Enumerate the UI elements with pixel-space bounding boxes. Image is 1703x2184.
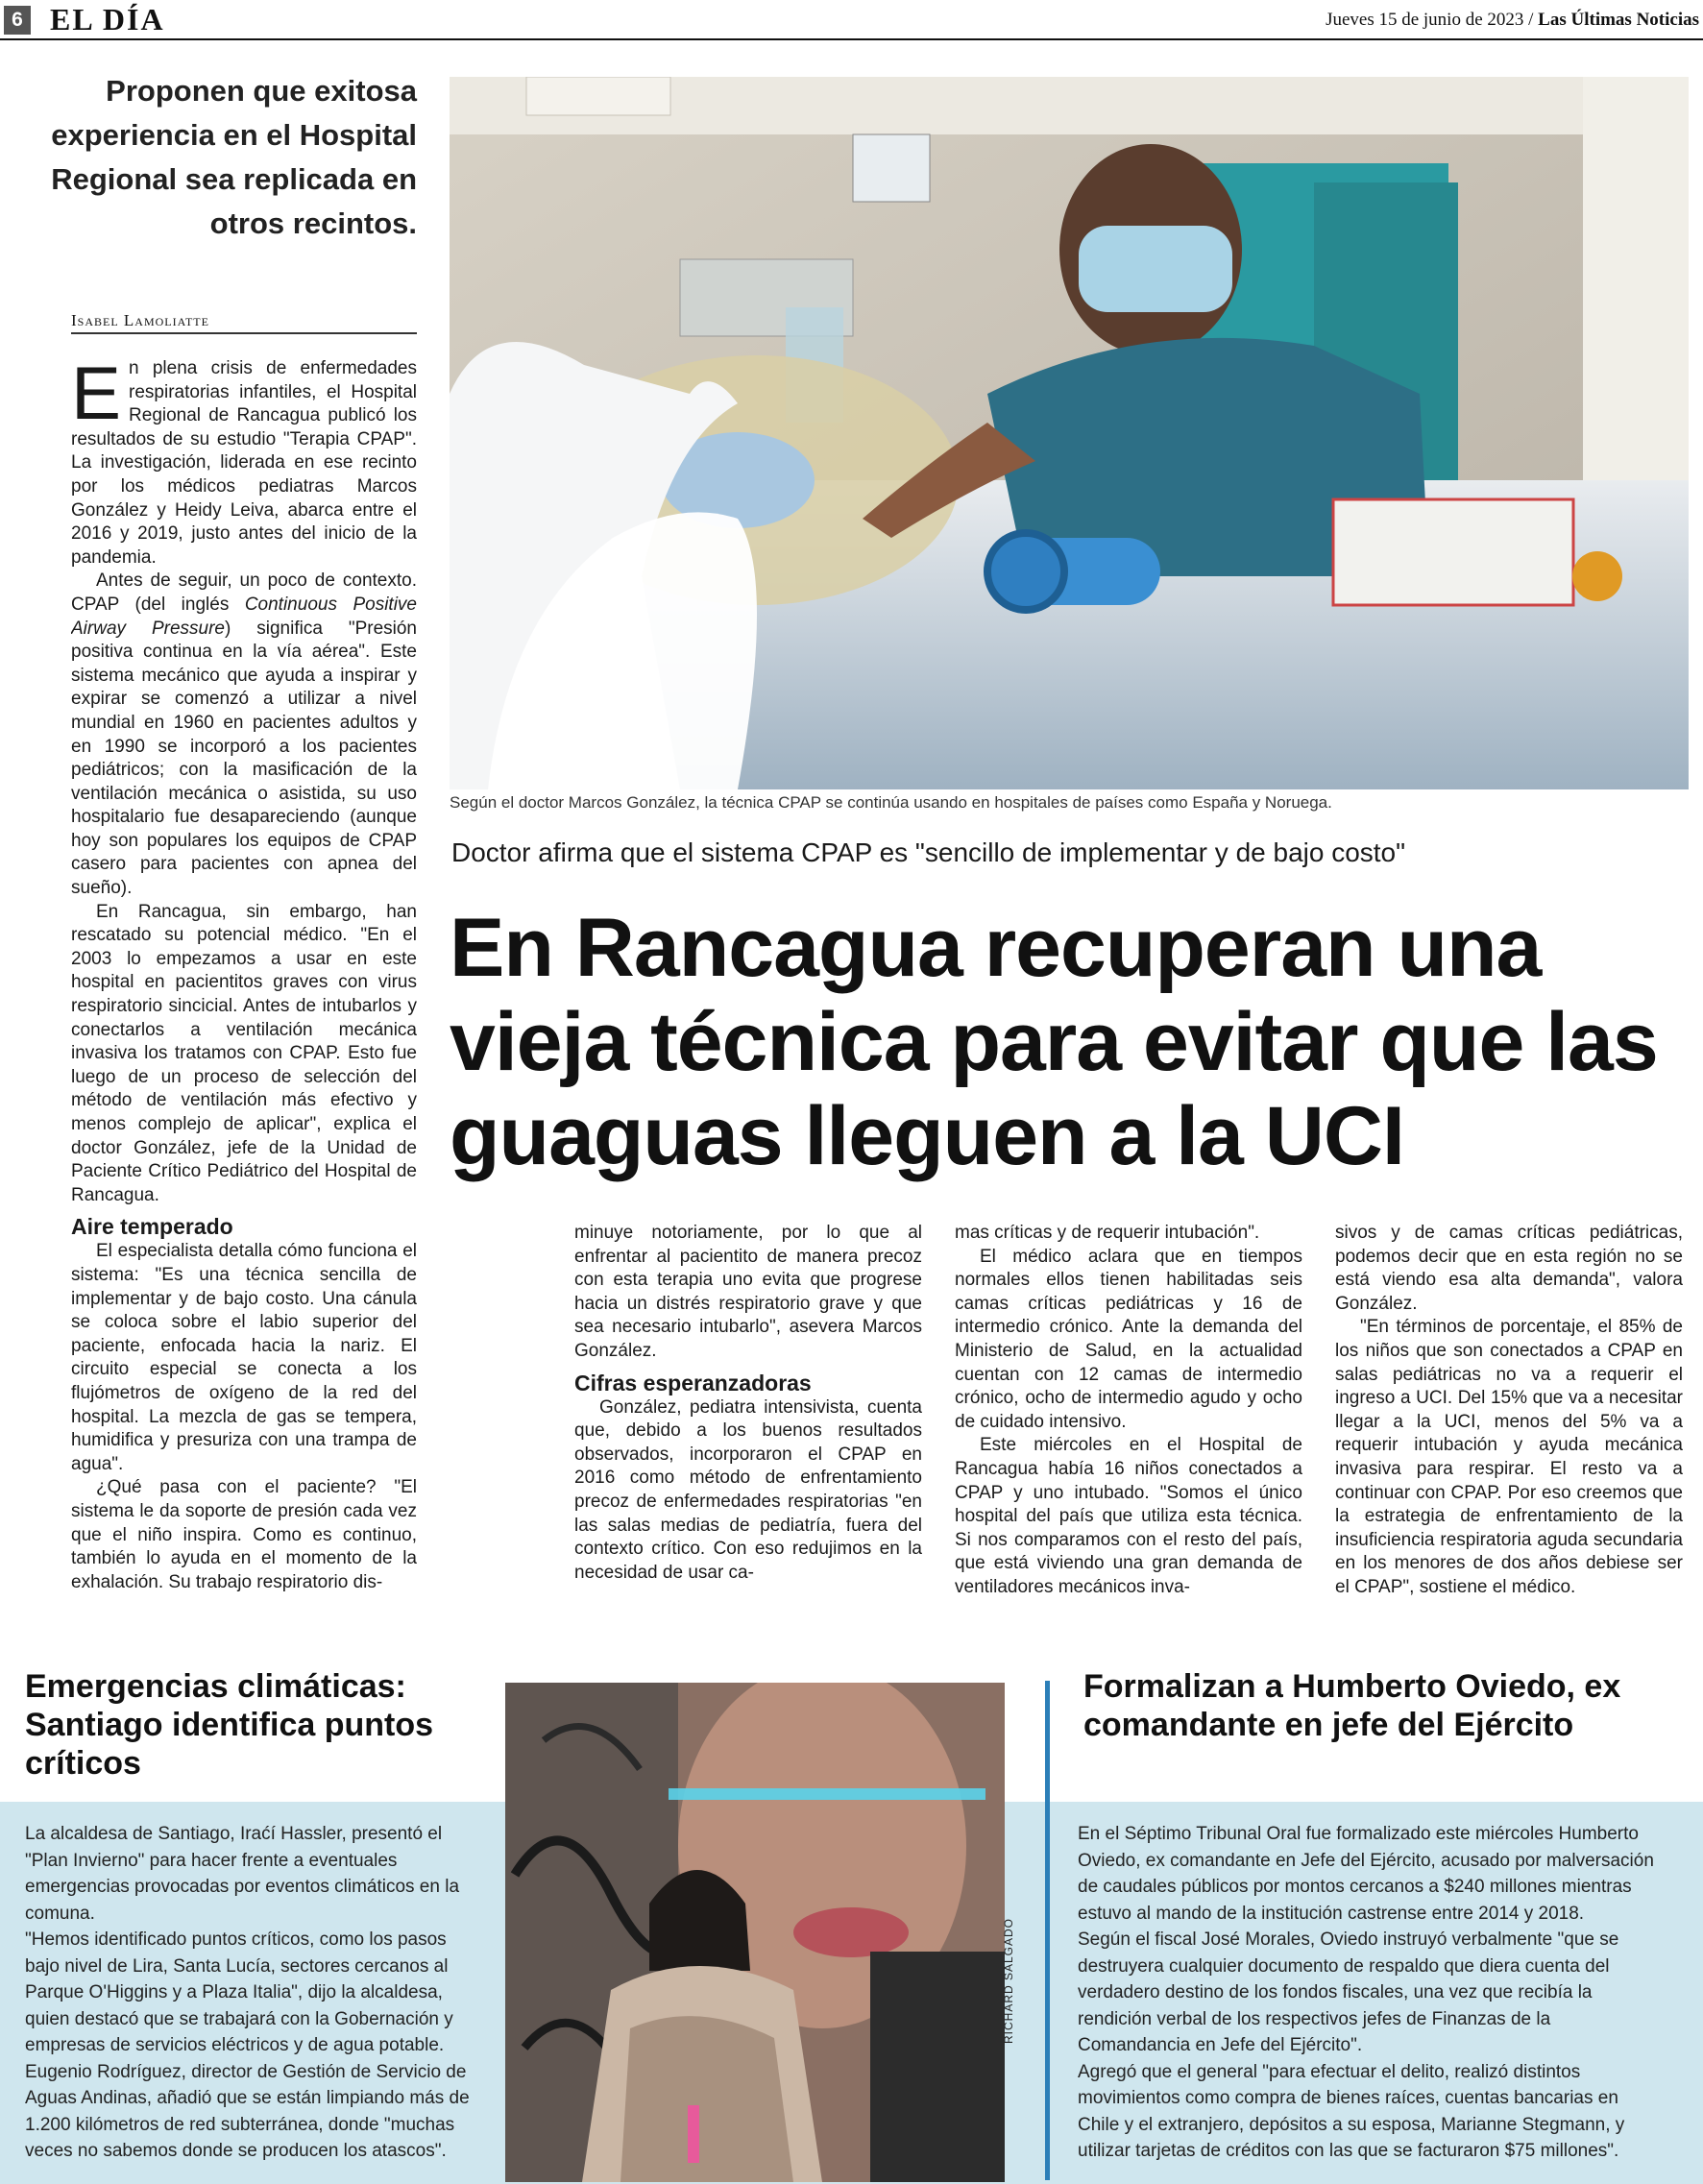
- paragraph: González, pediatra intensivista, cuenta que, debido a los buenos resultados observados, incorporaron el CPAP en 2016 como método de enfrentamiento precoz de enfermedades respiratorias "en las salas medias de pediatría, fuera del contexto crítico. Con eso redujimos en la necesidad de usar ca-: [574, 1396, 922, 1583]
- paragraph: El médico aclara que en tiempos normales ellos tienen habilitadas seis camas críticas pediátricas y 16 de intermedio crónico. Ante la demanda del Ministerio de Salud, en la actualidad cuentan con 12 camas de intermedio crónico, ocho de intermedio agudo y ocho de cuidado intensivo.: [955, 1246, 1302, 1432]
- byline: [71, 311, 417, 334]
- paragraph: Eugenio Rodríguez, director de Gestión de Servicio de Aguas Andinas, añadió que se están limpiando más de 1.200 kilómetros de red subterránea, donde "muchas veces no sabemos donde se producen los atascos".: [25, 2061, 470, 2161]
- street-photo: [505, 1683, 1005, 2182]
- publication-name: Las Últimas Noticias: [1538, 10, 1699, 30]
- paragraph: En el Séptimo Tribunal Oral fue formalizado este miércoles Humberto Oviedo, ex comandante en Jefe del Ejército, acusado por malversación de caudales públicos por montos cercanos a $240 millones mientras estuvo al mando de la institución castrense entre 2014 y 2018.: [1078, 1824, 1654, 1924]
- photo-credit: RICHARD SALGADO: [1002, 1917, 1015, 2044]
- paragraph: Agregó que el general "para efectuar el delito, realizó distintos movimientos como compra de bienes raíces, cuentas bancarias en Chile y el extranjero, depósitos a su esposa, Marianne Stegmann, y utilizar tarjetas de créditos con las que se facturaron $75 millones".: [1078, 2061, 1625, 2161]
- section-name: EL DÍA: [50, 2, 165, 36]
- street-scene-illustration: [505, 1683, 1005, 2182]
- date-line: [1326, 10, 1699, 31]
- paragraph-text: ) significa "Presión positiva continua en la vía aérea". Este sistema mecánico que ayuda a inspirar y expirar se comenzó a utilizar a nivel mundial en 1960 en pacientes adultos y en 1990 se incorporó a los pacientes pediátricos; con la masificación de la ventilación mecánica o asistida, su uso hospitalario fue desapareciendo (aunque hoy son populares los equipos de CPAP casero para pacientes con apnea del sueño).: [71, 618, 417, 899]
- paragraph: ¿Qué pasa con el paciente? "El sistema le da soporte de presión cada vez que el niño inspira. Como es continuo, también lo ayuda en el momento de la exhalación. Su trabajo respiratorio dis-: [71, 1477, 417, 1592]
- paragraph: "En términos de porcentaje, el 85% de los niños que son conectados a CPAP en salas pediátricas no va a requerir el ingreso a UCI. Del 15% que va a necesitar llegar a la UCI, menos del 5% va a requerir intubación y ayuda mecánica invasiva para respirar. El resto va a continuar con CPAP. Por eso creemos que la estrategia de enfrentamiento de la insuficiencia respiratoria aguda secundaria en los menores de dos años debiese ser el CPAP", sostiene el médico.: [1335, 1317, 1683, 1597]
- paragraph: Este miércoles en el Hospital de Rancagua había 16 niños conectados a CPAP y uno intubado. "Somos el único hospital del país que utiliza esta técnica. Si nos comparamos con el resto del país, que está viviendo una gran demanda de ventiladores mecánicos inva-: [955, 1435, 1302, 1597]
- paragraph: sivos y de camas críticas pediátricas, podemos decir que en esta región no se está viendo esa alta demanda", valora González.: [1335, 1223, 1683, 1314]
- accent-rule: [1045, 1681, 1050, 2180]
- brief-body-left: [25, 1821, 476, 2165]
- brief-title-left: Emergencias climáticas: Santiago identifica puntos críticos: [25, 1668, 434, 1782]
- paragraph: "Hemos identificado puntos críticos, como los pasos bajo nivel de Lira, Santa Lucía, sectores cercanos al Parque O'Higgins y a Plaza Italia", dijo la alcaldesa, quien destacó que se trabajará con la Gobernación y empresas de servicios eléctricos y de agua potable.: [25, 1929, 453, 2055]
- masthead: [0, 0, 1703, 38]
- byline-name: Isabel Lamoliatte: [71, 311, 209, 329]
- photo-caption: Según el doctor Marcos González, la técnica CPAP se continúa usando en hospitales de países como España y Noruega.: [450, 793, 1332, 812]
- paragraph: [71, 570, 417, 900]
- paragraph: mas críticas y de requerir intubación".: [955, 1223, 1260, 1243]
- story-column-2: [574, 1222, 922, 1615]
- story-column-1: [71, 357, 417, 1615]
- issue-date: Jueves 15 de junio de 2023 /: [1326, 10, 1534, 30]
- paragraph: [71, 357, 417, 570]
- story-deck: Proponen que exitosa experiencia en el Hospital Regional sea replicada en otros recintos.: [51, 74, 417, 240]
- paragraph: minuye notoriamente, por lo que al enfrentar al pacientito de manera precoz con esta terapia uno evita que progrese hacia un distrés respiratorio grave y que sea necesario intubarlo", asevera Marcos González.: [574, 1223, 922, 1361]
- story-column-3: [955, 1222, 1302, 1615]
- paragraph-text: n plena crisis de enfermedades respiratorias infantiles, el Hospital Regional de Rancagua publicó los resultados de su estudio "Terapia CPAP". La investigación, liderada en ese recinto por los médicos pediatras Marcos González y Heidy Leiva, abarca entre el 2016 y 2019, justo antes del inicio de la pandemia.: [71, 358, 417, 568]
- brief-title-right: Formalizan a Humberto Oviedo, ex comandante en jefe del Ejército: [1083, 1668, 1621, 1743]
- hospital-scene-illustration: [450, 77, 1689, 789]
- paragraph: En Rancagua, sin embargo, han rescatado su potencial médico. "En el 2003 lo empezamos a usar en este hospital en pacientitos graves con virus respiratorio sincicial. Antes de intubarlos y conectarlos a ventilación mecánica invasiva los tratamos con CPAP. Esto fue luego de un proceso de selección del método de ventilación más efectivo y menos complejo de aplicar", explica el doctor González, jefe de la Unidad de Paciente Crítico Pediátrico del Hospital de Rancagua.: [71, 901, 417, 1205]
- cpap-term: Continuous Positive Airway Pressure: [71, 594, 417, 639]
- brief-body-right: [1078, 1821, 1664, 2165]
- paragraph: El especialista detalla cómo funciona el sistema: "Es una técnica sencilla de implementar y de bajo costo. Una cánula se coloca sobre el labio superior del paciente, enfocada hacia la nariz. El circuito especial se conecta a los flujómetros de oxígeno de la red del hospital. La mezcla de gas se tempera, humidifica y presuriza con una trampa de agua".: [71, 1241, 417, 1474]
- story-column-4: [1335, 1222, 1683, 1615]
- headline: En Rancagua recuperan una vieja técnica para evitar que las guaguas lleguen a la UCI: [450, 902, 1658, 1182]
- paragraph: La alcaldesa de Santiago, Iraćí Hassler, presentó el "Plan Invierno" para hacer frente a eventuales emergencias provocadas por eventos climáticos en la comuna.: [25, 1824, 460, 1924]
- dropcap: E: [71, 357, 122, 435]
- page-number: 6: [4, 6, 31, 35]
- subhead: Cifras esperanzadoras: [574, 1370, 812, 1395]
- paragraph-text: Antes de seguir, un poco de contexto. CPAP (del inglés: [71, 570, 417, 615]
- masthead-rule: [0, 38, 1703, 40]
- kicker: Doctor afirma que el sistema CPAP es "sencillo de implementar y de bajo costo": [451, 837, 1406, 867]
- subhead: Aire temperado: [71, 1214, 233, 1240]
- paragraph: Según el fiscal José Morales, Oviedo instruyó verbalmente "que se destruyera cualquier documento de respaldo que diera cuenta del verdadero destino de los fondos fiscales, una vez que recibía la rendición verbal de los respectivos jefes de Finanzas de la Comandancia en Jefe del Ejército".: [1078, 1929, 1619, 2055]
- hero-photo: [450, 77, 1689, 789]
